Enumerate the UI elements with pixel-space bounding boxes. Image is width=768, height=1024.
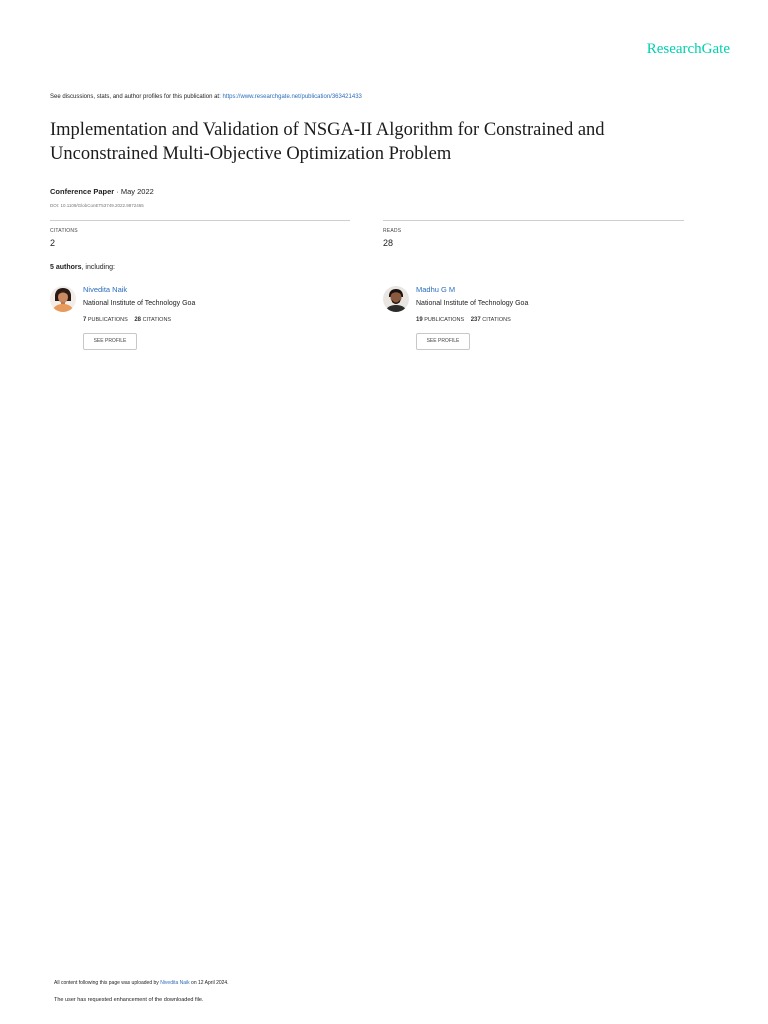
author-institution: National Institute of Technology Goa [83,300,196,307]
author-name[interactable]: Nivedita Naik [83,285,128,294]
publication-link[interactable]: https://www.researchgate.net/publication/363421433 [222,94,362,100]
authors-summary [50,264,115,271]
see-profile-button[interactable]: SEE PROFILE [416,333,470,350]
enhancement-note: The user has requested enhancement of the downloaded file. [54,997,204,1003]
discussions-line [50,94,362,100]
publication-type: Conference Paper [50,187,115,196]
publication-doi: DOI: 10.1109/GlobConET53749.2022.9872465 [50,203,144,208]
upload-suffix: on 12 April 2024. [191,980,229,986]
author-avatar[interactable] [383,286,409,312]
publications-count: 7 [83,317,87,323]
publication-meta [50,187,154,196]
avatar-photo-icon [50,286,76,312]
author-citations-label: CITATIONS [142,317,172,323]
author-citations-count: 237 [470,317,481,323]
discussions-text: See discussions, stats, and author profiles for this publication at: [50,94,221,100]
avatar-photo-icon [383,286,409,312]
author-name[interactable]: Madhu G M [416,285,456,294]
citations-stat [50,220,350,248]
author-counts [83,317,171,323]
upload-prefix: All content following this page was uploaded by [54,980,159,986]
publications-label: PUBLICATIONS [87,317,128,323]
upload-note [54,980,229,986]
citations-value: 2 [50,238,56,248]
reads-label: READS [383,228,402,234]
author-citations-count: 28 [134,317,142,323]
author-institution: National Institute of Technology Goa [416,300,529,307]
reads-value: 28 [383,238,394,248]
publication-title: Implementation and Validation of NSGA-II Algorithm for Constrained and Unconstrained Multi-Objective Optimization Problem [50,120,605,164]
publication-date: · May 2022 [114,187,154,196]
authors-suffix: , including: [81,264,115,271]
author-card [50,285,350,355]
authors-count: 5 authors [50,264,82,271]
reads-stat [383,220,684,248]
see-profile-button[interactable]: SEE PROFILE [83,333,137,350]
uploader-link[interactable]: Nivedita Naik [160,980,190,986]
publications-label: PUBLICATIONS [424,317,465,323]
citations-label: CITATIONS [50,228,78,234]
author-avatar[interactable] [50,286,76,312]
publications-count: 19 [416,317,423,323]
author-counts [416,317,511,323]
author-card [383,285,683,355]
author-citations-label: CITATIONS [482,317,511,323]
researchgate-logo[interactable]: ResearchGate [646,41,730,57]
